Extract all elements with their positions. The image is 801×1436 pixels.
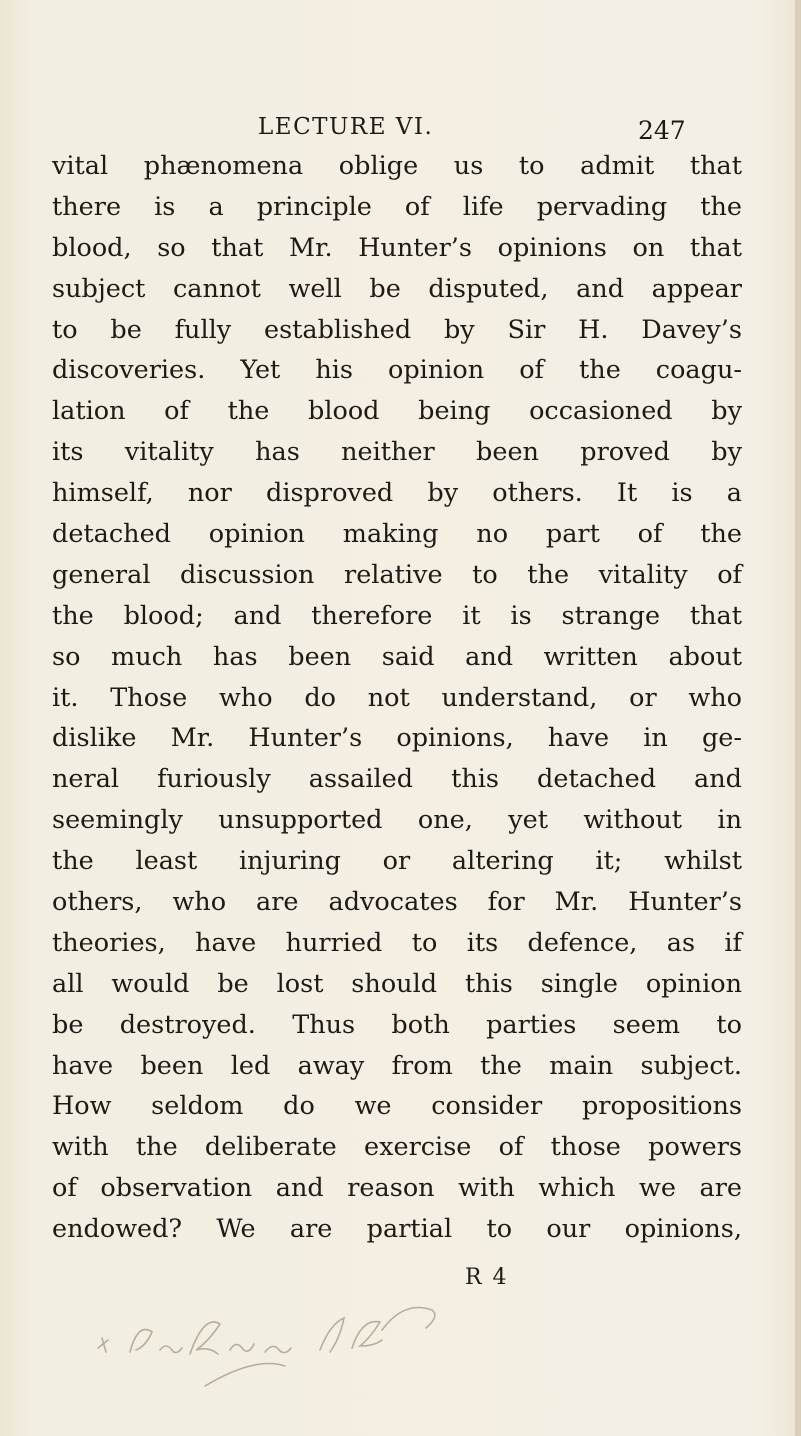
text-line: to be fully established by Sir H. Davey’s — [52, 314, 742, 345]
page-number: 247 — [638, 116, 686, 145]
text-line: all would be lost should this single opinion — [52, 968, 742, 999]
text-line: How seldom do we consider propositions — [52, 1091, 742, 1122]
signature-mark: R 4 — [465, 1265, 509, 1290]
text-line: it. Those who do not understand, or who — [52, 682, 742, 713]
page-edge — [795, 0, 801, 1436]
text-line: others, who are advocates for Mr. Hunter’s — [52, 887, 742, 918]
text-line: detached opinion making no part of the — [52, 519, 742, 550]
text-line: the least injuring or altering it; whilst — [52, 846, 742, 877]
text-line: its vitality has neither been proved by — [52, 437, 742, 468]
text-line: dislike Mr. Hunter’s opinions, have in ge- — [52, 723, 742, 754]
text-line: subject cannot well be disputed, and appear — [52, 273, 742, 304]
text-line: blood, so that Mr. Hunter’s opinions on that — [52, 232, 742, 263]
text-line: of observation and reason with which we are — [52, 1173, 742, 1204]
text-line: seemingly unsupported one, yet without in — [52, 805, 742, 836]
text-line: vital phænomena oblige us to admit that — [52, 151, 742, 181]
text-line: be destroyed. Thus both parties seem to — [52, 1009, 742, 1040]
text-line: so much has been said and written about — [52, 641, 742, 672]
running-head-title: LECTURE VI. — [258, 114, 434, 140]
handwritten-annotation-scribble — [90, 1290, 450, 1400]
text-line: theories, have hurried to its defence, as if — [52, 927, 742, 958]
text-line: there is a principle of life pervading the — [52, 191, 742, 222]
text-line: neral furiously assailed this detached and — [52, 764, 742, 795]
text-line: the blood; and therefore it is strange that — [52, 600, 742, 631]
body-text — [52, 146, 742, 1250]
text-line: lation of the blood being occasioned by — [52, 396, 742, 427]
text-line: endowed? We are partial to our opinions, — [52, 1214, 742, 1245]
text-line: himself, nor disproved by others. It is a — [52, 478, 742, 509]
text-line: general discussion relative to the vitality of — [52, 559, 742, 590]
text-line: with the deliberate exercise of those powers — [52, 1132, 742, 1163]
running-head — [0, 114, 801, 148]
text-line: discoveries. Yet his opinion of the coagu- — [52, 355, 742, 386]
text-line: have been led away from the main subject. — [52, 1050, 742, 1081]
